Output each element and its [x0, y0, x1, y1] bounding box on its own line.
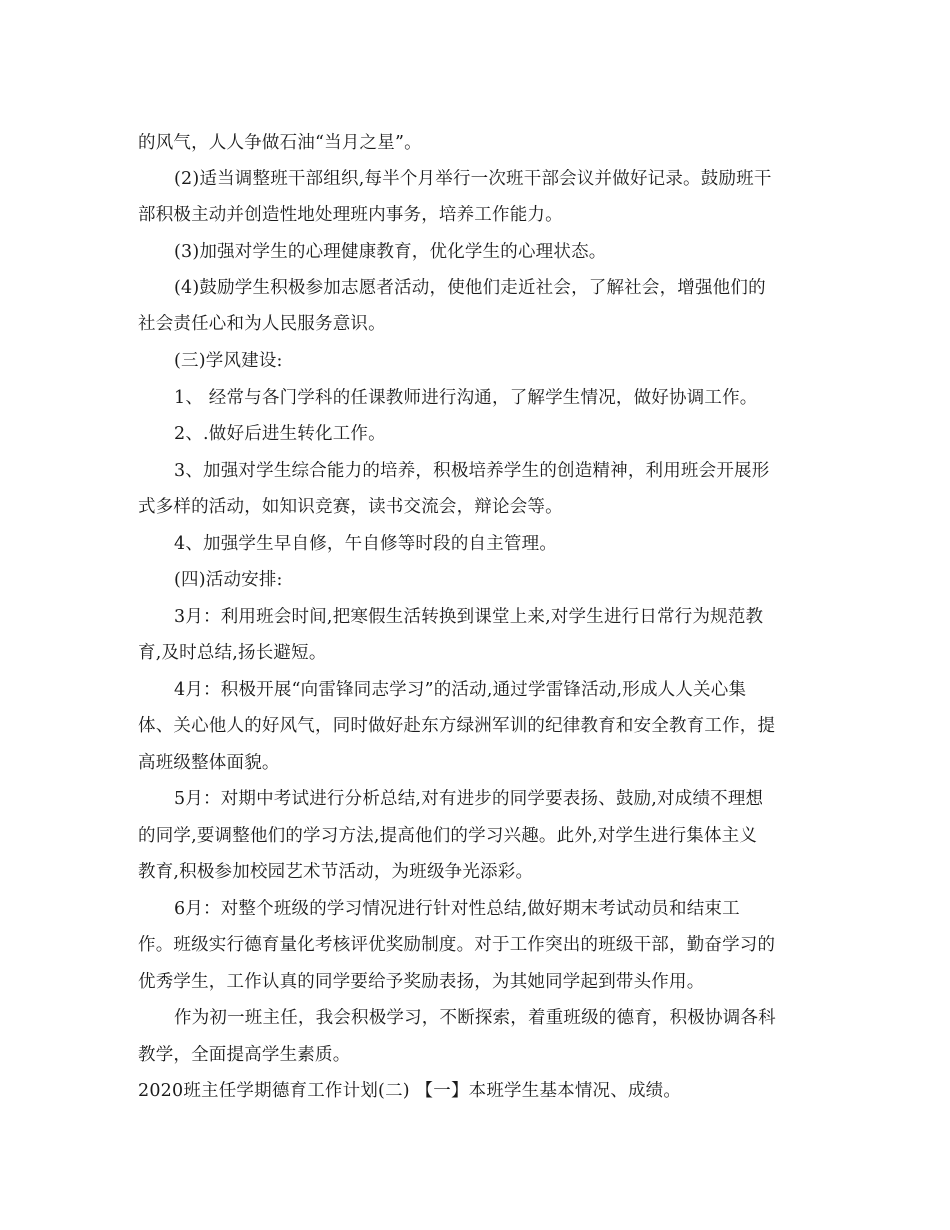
text-line: 4、加强学生早自修，午自修等时段的自主管理。 — [174, 534, 558, 554]
text-line: 3、加强对学生综合能力的培养，积极培养学生的创造精神，利用班会开展形 — [174, 461, 770, 481]
text-line: 育,及时总结,扬长避短。 — [138, 643, 327, 663]
text-line: 的同学,要调整他们的学习方法,提高他们的学习兴趣。此外,对学生进行集体主义 — [138, 826, 758, 846]
text-line: (2)适当调整班干部组织,每半个月举行一次班干部会议并做好记录。鼓励班干 — [174, 169, 772, 189]
text-line: 教育,积极参加校园艺术节活动，为班级争光添彩。 — [138, 862, 534, 882]
text-line: 优秀学生，工作认真的同学要给予奖励表扬，为其她同学起到带头作用。 — [138, 972, 705, 992]
text-line: (3)加强对学生的心理健康教育，优化学生的心理状态。 — [174, 242, 607, 262]
section-heading: (三)学风建设: — [174, 351, 283, 371]
text-line: 教学，全面提高学生素质。 — [138, 1045, 351, 1065]
text-line: 5月：对期中考试进行分析总结,对有进步的同学要表扬、鼓励,对成绩不理想 — [174, 789, 764, 809]
next-section-title: 2020班主任学期德育工作计划(二) 【一】本班学生基本情况、成绩。 — [138, 1081, 682, 1101]
text-line: 的风气，人人争做石油“当月之星”。 — [138, 133, 422, 153]
text-line: 社会责任心和为人民服务意识。 — [138, 314, 386, 334]
text-line: (4)鼓励学生积极参加志愿者活动，使他们走近社会，了解社会，增强他们的 — [174, 278, 766, 298]
text-line: 3月：利用班会时间,把寒假生活转换到课堂上来,对学生进行日常行为规范教 — [174, 607, 764, 627]
text-line: 2、.做好后进生转化工作。 — [174, 424, 386, 444]
text-line: 作。班级实行德育量化考核评优奖励制度。对于工作突出的班级干部，勤奋学习的 — [138, 935, 776, 955]
text-line: 高班级整体面貌。 — [138, 753, 280, 773]
section-heading: (四)活动安排: — [174, 570, 283, 590]
text-line: 作为初一班主任，我会积极学习，不断探索，着重班级的德育，积极协调各科 — [174, 1008, 776, 1028]
text-line: 4月：积极开展“向雷锋同志学习”的活动,通过学雷锋活动,形成人人关心集 — [174, 680, 747, 700]
text-line: 6月：对整个班级的学习情况进行针对性总结,做好期末考试动员和结束工 — [174, 899, 740, 919]
text-line: 1、 经常与各门学科的任课教师进行沟通，了解学生情况，做好协调工作。 — [174, 388, 758, 408]
text-line: 式多样的活动，如知识竞赛，读书交流会，辩论会等。 — [138, 497, 563, 517]
text-line: 体、关心他人的好风气，同时做好赴东方绿洲军训的纪律教育和安全教育工作，提 — [138, 716, 776, 736]
text-line: 部积极主动并创造性地处理班内事务，培养工作能力。 — [138, 205, 563, 225]
